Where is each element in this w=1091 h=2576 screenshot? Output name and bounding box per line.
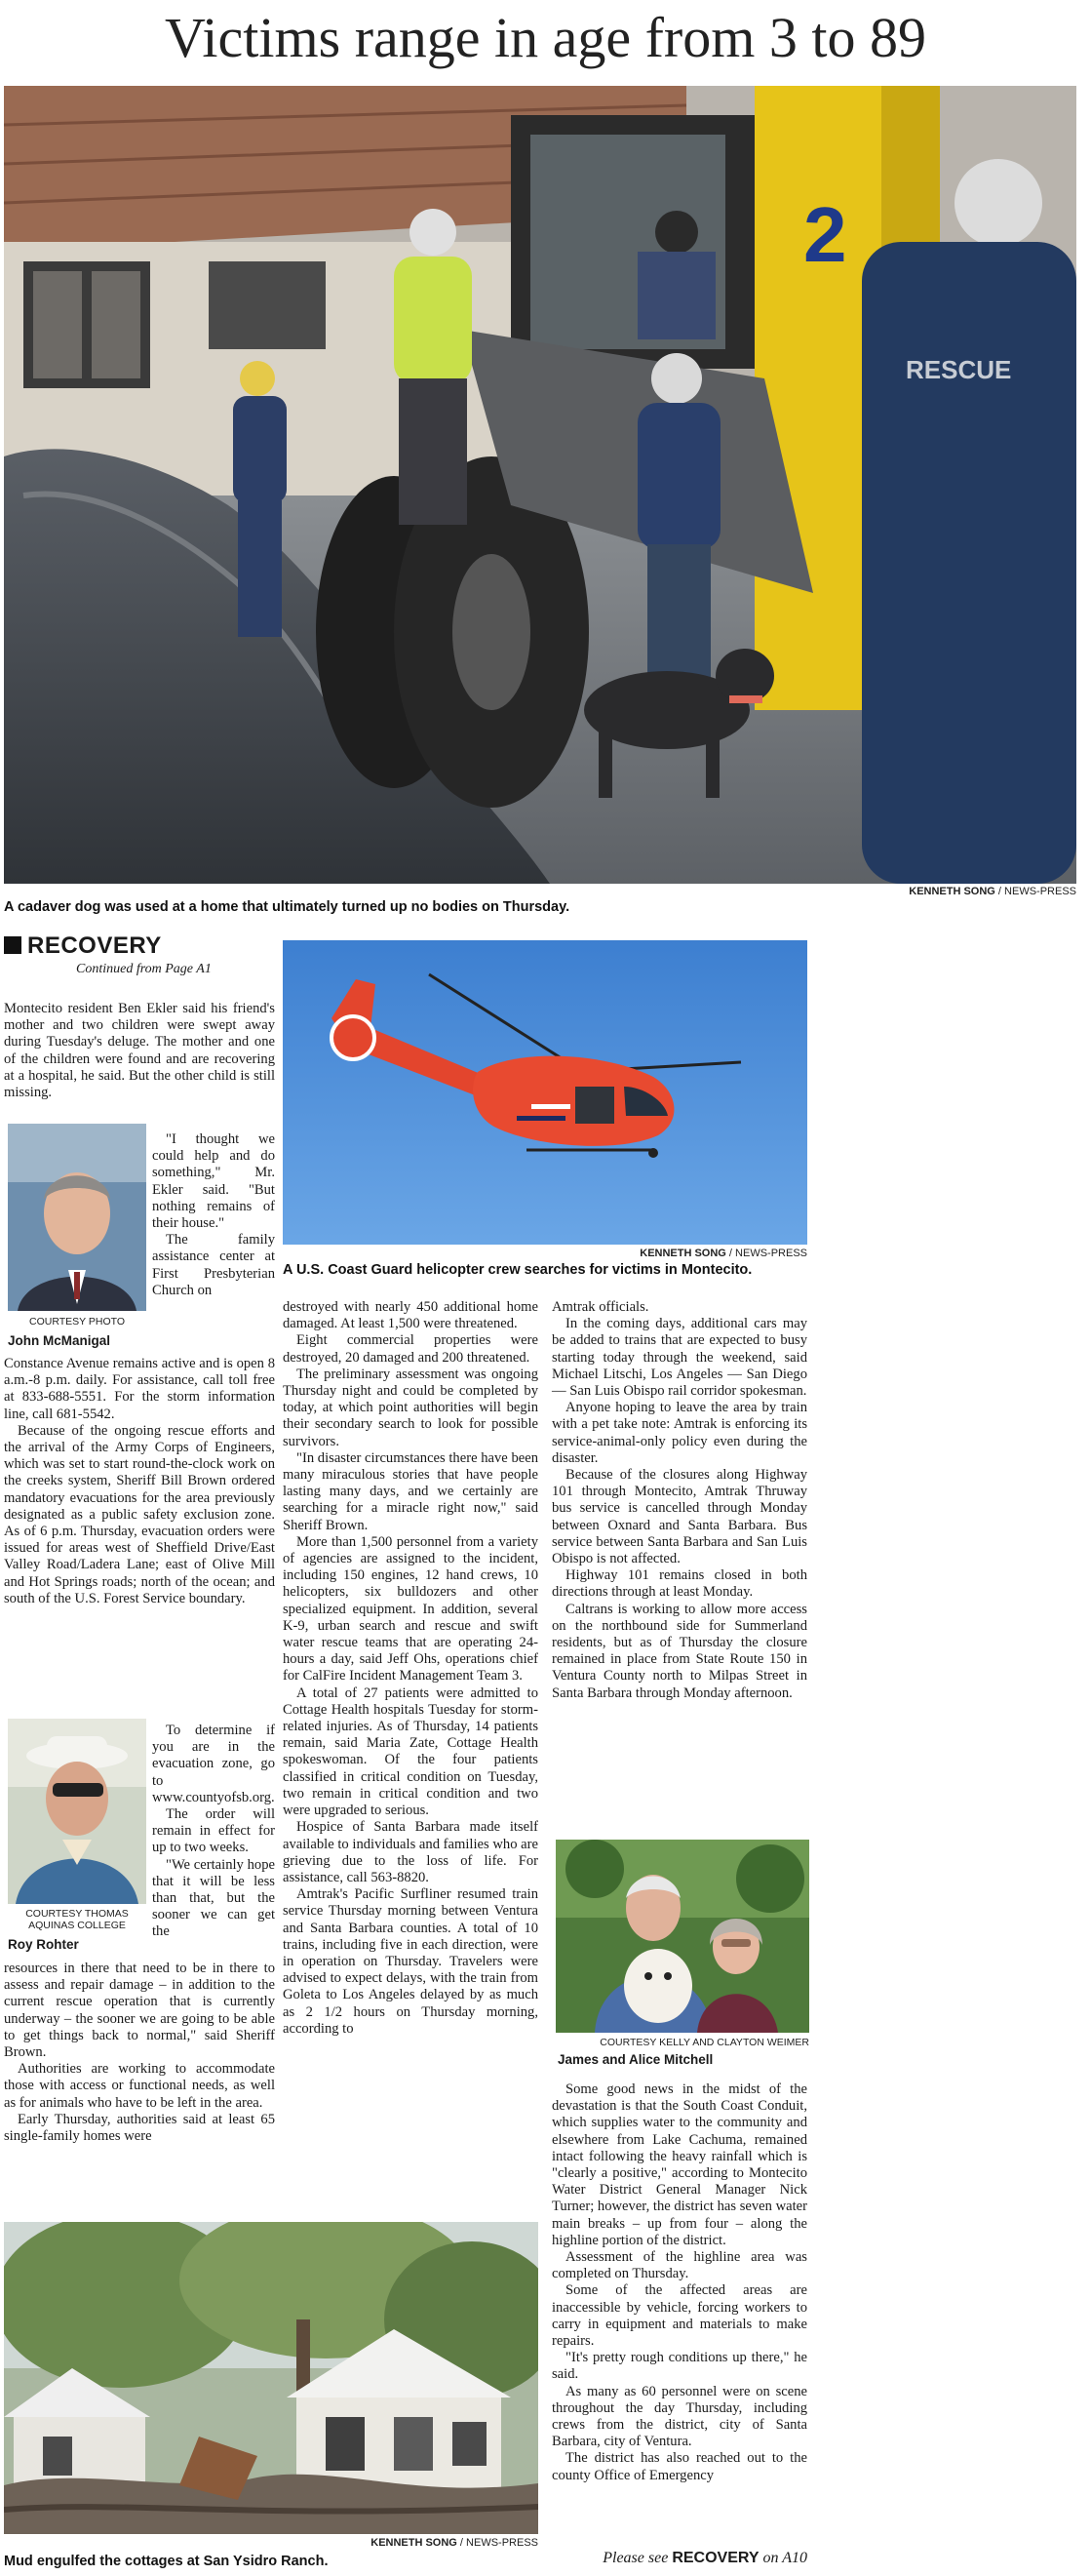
col3b-p2: Assessment of the highline area was completed on Thursday. (552, 2249, 807, 2282)
col3a-p1: Amtrak officials. (552, 1299, 649, 1315)
svg-text:2: 2 (803, 191, 847, 278)
col1-p3-start: The family assistance center at First Presbyterian Church on (152, 1232, 275, 1298)
cottage-photo-caption: Mud engulfed the cottages at San Ysidro Ranch. (4, 2554, 329, 2569)
article-column-1-wrap2 (152, 1723, 275, 1941)
couple-image (556, 1840, 809, 2033)
col1-p8: Authorities are working to accommodate those with access or functional needs, as well as for animals who have to be left in the area. (4, 2061, 275, 2111)
portrait1-credit: COURTESY PHOTO (28, 1316, 126, 1328)
col2-p3: The preliminary assessment was ongoing Thursday night and could be completed by today, at which point authorities will begin their secondary search to look for possible survivors. (283, 1366, 538, 1449)
col3a-p4: Because of the closures along Highway 101 through Montecito, Amtrak Thruway bus service is cancelled through Monday between Oxnard and Santa Barbara. Bus service between Santa Barbara and San Luis Obispo is not affected. (552, 1467, 807, 1567)
article-column-2 (283, 1299, 538, 2038)
col1-p2: "I thought we could help and do something," Mr. Ekler said. "But nothing remains of their house." (152, 1131, 275, 1232)
col3b-p4: "It's pretty rough conditions up there," he said. (552, 2350, 807, 2383)
col3b-p3: Some of the affected areas are inaccessible by vehicle, forcing workers to carry in equipment and materials to make repairs. (552, 2282, 807, 2350)
helicopter-credit-name: KENNETH SONG (640, 1248, 726, 1259)
article-column-1-mid (4, 1356, 275, 1607)
main-photo-credit-org: / NEWS-PRESS (994, 886, 1076, 897)
headline: Victims range in age from 3 to 89 (165, 6, 926, 69)
col1-p7-start: "We certainly hope that it will be less than that, but the sooner we can get the (152, 1856, 275, 1940)
col1-p1 (4, 1001, 275, 1101)
helicopter-image (283, 940, 807, 1245)
col2-p6: A total of 27 patients were admitted to Cottage Health hospitals Tuesday for storm-related injuries. As of Thursday, 14 patients remain, said Maria Zate, Cottage Health spokeswoman. Of the four patients classified in critical condition on Tuesday, two remain in critical condition and two were upgraded to serious. (283, 1684, 538, 1819)
portrait-john-mcmanigal (8, 1124, 146, 1311)
col3b-p5: As many as 60 personnel were on scene throughout the day Thursday, including crews from the district, city of Santa Barbara, city of Ventura. (552, 2383, 807, 2450)
jump-line (552, 2550, 807, 2567)
cottage-photo (4, 2222, 538, 2534)
helicopter-photo-credit (283, 1248, 807, 1259)
jump-suffix: on A10 (759, 2550, 807, 2566)
portrait1-name: John McManigal (8, 1333, 111, 1348)
article-column-1-top (4, 1001, 275, 1101)
jump-prefix: Please see (603, 2550, 673, 2566)
col2-p1: destroyed with nearly 450 additional home damaged. At least 1,500 were threatened. (283, 1299, 538, 1332)
portrait2-credit: COURTESY THOMAS AQUINAS COLLEGE (25, 1908, 129, 1931)
portrait-image (8, 1124, 146, 1311)
main-photo-caption: A cadaver dog was used at a home that ultimately turned up no bodies on Thursday. (4, 899, 570, 915)
col3a-p6: Caltrans is working to allow more access on the northbound side for Summerland residents, but as of Thursday the closure remained in place from State Route 150 in Ventura County north to Milpas Street in Santa Barbara through Monday afternoon. (552, 1601, 807, 1701)
col1-p7-rest: resources in there that need to be in there to assess and repair damage – in addition to the current rescue operation that is currently underway – the sooner we are going to be able to get things back to normal," said Sheriff Brown. (4, 1961, 275, 2061)
article-column-1-wrap (152, 1131, 275, 1299)
col3b-p6: The district has also reached out to the county Office of Emergency (552, 2450, 807, 2483)
portrait2-name: Roy Rohter (8, 1937, 79, 1952)
article-column-3-bottom (552, 2081, 807, 2484)
col2-p8: Amtrak's Pacific Surfliner resumed train service Thursday morning between Ventura and Santa Barbara counties. A total of 10 trains, including five in each direction, were in operation on Thursday. Travelers were advised to expect delays, with the train from Goleta to Los Angeles delayed by as much as 2 1/2 hours on Thursday morning, according to (283, 1886, 538, 2037)
article-column-3-top (552, 1299, 807, 1702)
col2-p4: "In disaster circumstances there have been many miraculous stories that have people lasting many days, and we certainly are searching for a miracle right now," said Sheriff Brown. (283, 1449, 538, 1533)
couple-photo-credit: COURTESY KELLY AND CLAYTON WEIMER (600, 2037, 809, 2048)
col2-p2: Eight commercial properties were destroyed, 20 damaged and 200 threatened. (283, 1332, 538, 1366)
portrait-image (8, 1719, 146, 1904)
col1-p1-text: Montecito resident Ben Ekler said his friend's mother and two children were swept away during Tuesday's deluge. The mother and one of the children were found and are recovering at a hospital, he said. But the other child is still missing. (4, 1001, 275, 1101)
col2-p7: Hospice of Santa Barbara made itself available to individuals and families who are grieving due to the loss of life. For assistance, call 563-8820. (283, 1819, 538, 1885)
main-photo-credit-name: KENNETH SONG (909, 886, 995, 897)
helicopter-credit-org: / NEWS-PRESS (725, 1248, 807, 1259)
helicopter-photo (283, 940, 807, 1245)
col1-p4: Because of the ongoing rescue efforts and the arrival of the Army Corps of Engineers, which was set to start round-the-clock work on the creeks system, Sheriff Bill Brown ordered mandatory evacuations for the area previously designated as a public safety exclusion zone. As of 6 p.m. Thursday, evacuation orders were issued for areas west of Sheffield Drive/East Valley Road/Ladera Lane; east of Olive Mill and Hot Springs roads; north of the ocean; and south of the U.S. Forest Service boundary. (4, 1422, 275, 1606)
section-square-icon (4, 936, 21, 954)
continued-from: Continued from Page A1 (76, 962, 212, 976)
col3a-p2: In the coming days, additional cars may be added to trains that are expected to busy starting today through the weekend, said Michael Litschi, Los Angeles — San Diego — San Luis Obispo rail corridor spokesman. (552, 1316, 807, 1400)
jump-target: RECOVERY (672, 2550, 760, 2566)
helicopter-photo-caption: A U.S. Coast Guard helicopter crew searches for victims in Montecito. (283, 1262, 753, 1278)
rescue-scene-image (4, 86, 1076, 884)
svg-text:RESCUE: RESCUE (906, 355, 1012, 384)
cottage-photo-credit (4, 2537, 538, 2549)
main-photo-credit (682, 886, 1076, 897)
col3a-p5: Highway 101 remains closed in both directions through at least Monday. (552, 1567, 807, 1601)
couple-photo (556, 1840, 809, 2033)
section-title: RECOVERY (27, 932, 162, 959)
col3a-p3: Anyone hoping to leave the area by train with a pet take note: Amtrak is enforcing its service-animal-only policy even during the disaster. (552, 1400, 807, 1466)
portrait-roy-rohter (8, 1719, 146, 1904)
main-photo (4, 86, 1076, 884)
cottage-image (4, 2222, 538, 2534)
col2-p5: More than 1,500 personnel from a variety of agencies are assigned to the incident, including 150 engines, 12 hand crews, 10 helicopters, six bulldozers and other specialized equipment. In addition, several K-9, urban search and rescue and swift water rescue teams that are operating 24-hours a day, said Jeff Ohs, operations chief for CalFire Incident Management Team 3. (283, 1533, 538, 1684)
couple-photo-name: James and Alice Mitchell (558, 2052, 714, 2067)
col3b-p1: Some good news in the midst of the devastation is that the South Coast Conduit, which supplies water to the community and elsewhere from Lake Cachuma, remained intact following the heavy rainfall which is "clearly a positive," according to Montecito Water District General Manager Nick Turner; however, the district has seven water main breaks – up from four – along the highline portion of the district. (552, 2081, 807, 2248)
cottage-credit-name: KENNETH SONG (370, 2537, 457, 2549)
col1-p5: To determine if you are in the evacuation zone, go to www.countyofsb.org. (152, 1723, 275, 1805)
section-heading (4, 932, 162, 960)
col1-p9: Early Thursday, authorities said at least 65 single-family homes were (4, 2111, 275, 2145)
article-column-1-bottom (4, 1961, 275, 2145)
cottage-credit-org: / NEWS-PRESS (456, 2537, 538, 2549)
col1-p6: The order will remain in effect for up to two weeks. (152, 1806, 275, 1856)
col1-p3-rest: Constance Avenue remains active and is open 8 a.m.-8 p.m. daily. For assistance, call toll free at 833-688-5551. For the storm information line, call 681-5542. (4, 1356, 275, 1422)
